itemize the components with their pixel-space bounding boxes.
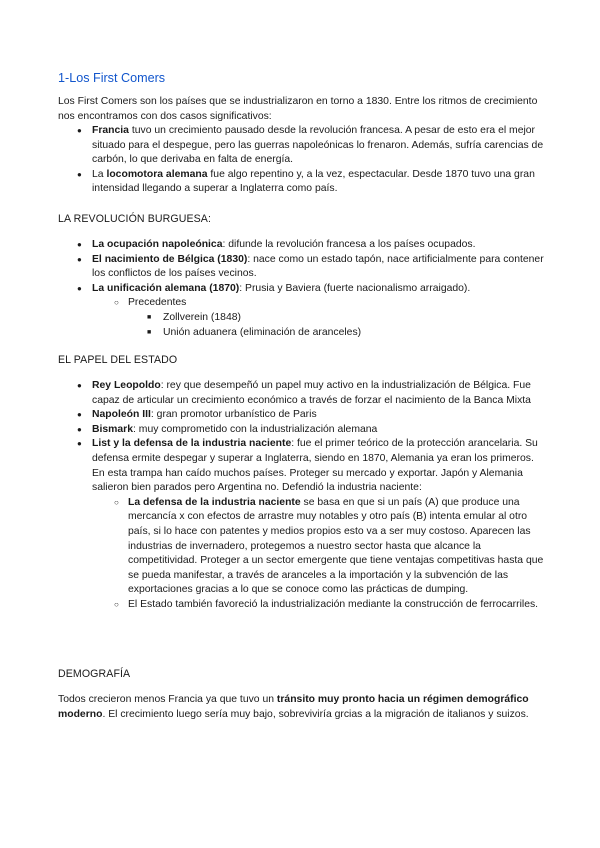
item-text: : rey que desempeñó un papel muy activo en la industrialización de Bélgica. Fue capaz de articular un crecimiento económico a través de forzar el nacimiento de la Banca Mixta (92, 380, 531, 406)
item-bold: La defensa de la industria naciente (128, 496, 301, 508)
list-item (58, 238, 548, 253)
list-item: ■ Unión aduanera (eliminación de aranceles) (58, 326, 548, 341)
item-text: : fue el primer teórico de la protección arancelaria. Su defensa ermite despegar y superar a Inglaterra, siendo en 1870, Alemania ya eran los primeros. En esta trampa han caído muchos países. Proteger su mercado y exportar. Japón y Alemania salieron bien parados pero Argentina no. Defendió la industria naciente: (92, 438, 538, 494)
demografia-prefix: Todos crecieron menos Francia ya que tuvo un (58, 694, 277, 705)
item-text: : difunde la revolución francesa a los países ocupados. (222, 239, 476, 250)
demografia-suffix: . El crecimiento luego sería muy bajo, sobreviviría grcias a la migración de italianos y suizos. (102, 708, 529, 720)
item-bold: Francia (92, 125, 129, 136)
list-item (58, 168, 548, 197)
list-item: ■ Zollverein (1848) (58, 311, 548, 326)
demografia-bold: tránsito muy pronto hacia un régimen demográfico moderno (58, 694, 529, 720)
intro-paragraph: Los First Comers son los países que se industrializaron en torno a 1830. Entre los ritmos de crecimiento nos encontramos con dos casos significativos: (58, 96, 538, 122)
item-text: : Prusia y Baviera (fuerte nacionalismo arraigado). (239, 282, 471, 294)
list-item (58, 253, 548, 282)
revolucion-list (58, 238, 548, 340)
precedentes-list (58, 296, 548, 340)
list-item (58, 598, 548, 613)
item-bold: La ocupación napoleónica (92, 239, 223, 250)
item-bold: Napoleón III (92, 409, 151, 421)
item-text: : muy comprometido con la industrialización alemana (133, 423, 378, 435)
item-bold: Rey Leopoldo (92, 380, 161, 391)
item-bold: locomotora alemana (106, 168, 208, 180)
precedentes-label: Precedentes (128, 297, 187, 309)
item-bold: La unificación alemana (1870) (92, 282, 240, 294)
list-item (58, 496, 548, 598)
list-item (58, 379, 548, 408)
item-text: fue algo repentino y, a la vez, espectacular. Desde 1870 tuvo una gran intensidad llegando a superar a Inglaterra como país. (92, 168, 535, 195)
list-item (58, 408, 548, 423)
item-text: : gran promotor urbanístico de Paris (150, 409, 317, 421)
item-bold: Bismark (92, 423, 134, 435)
section-heading-estado: EL PAPEL DEL ESTADO (58, 354, 178, 366)
item-bold: List y la defensa de la industria naciente (92, 438, 292, 450)
estado-list (58, 379, 548, 613)
list-item (58, 296, 548, 340)
list-item (58, 282, 548, 340)
section-heading-demografia: DEMOGRAFÍA (58, 668, 131, 680)
industria-naciente-sublist (58, 496, 548, 613)
list-item (58, 437, 548, 612)
item-text: : nace como un estado tapón, nace artificialmente para contener los conflictos de los países vecinos. (92, 253, 544, 280)
first-comers-list (58, 124, 548, 197)
demografia-paragraph (58, 693, 548, 722)
item-bold: El nacimiento de Bélgica (1830) (92, 253, 248, 265)
page-title: 1-Los First Comers (58, 71, 166, 85)
list-item (58, 124, 548, 168)
item-prefix: La (92, 168, 107, 180)
precedentes-sublist (58, 311, 548, 340)
item-text: El Estado también favoreció la industrialización mediante la construcción de ferrocarriles. (128, 598, 539, 610)
item-text: se basa en que si un país (A) que produce una mercancía x con efectos de arrastre muy notables y otro país (B) intenta emular al otro país, si lo hace con patentes y medios propios esto va a ser muy costoso. Aparecen las industrias de invernadero, protegemos a nuestro sector hasta que alcance la competitividad. Proteger a un sector emergente que tiene ventajas competitivas hasta que se pueda manifestar, a través de aranceles a la importación y la subvención de las exportaciones gracias a lo que se conoce como las prácticas de dumping. (128, 496, 544, 596)
item-text: tuvo un crecimiento pausado desde la revolución francesa. A pesar de esto era el mejor situado para el despegue, pero las guerras napoleónicas lo frenaron. Además, sufría carencias de carbón, lo que derivaba en falta de energía. (92, 125, 544, 166)
list-item (58, 423, 548, 438)
section-heading-revolucion: LA REVOLUCIÓN BURGUESA: (58, 213, 212, 225)
